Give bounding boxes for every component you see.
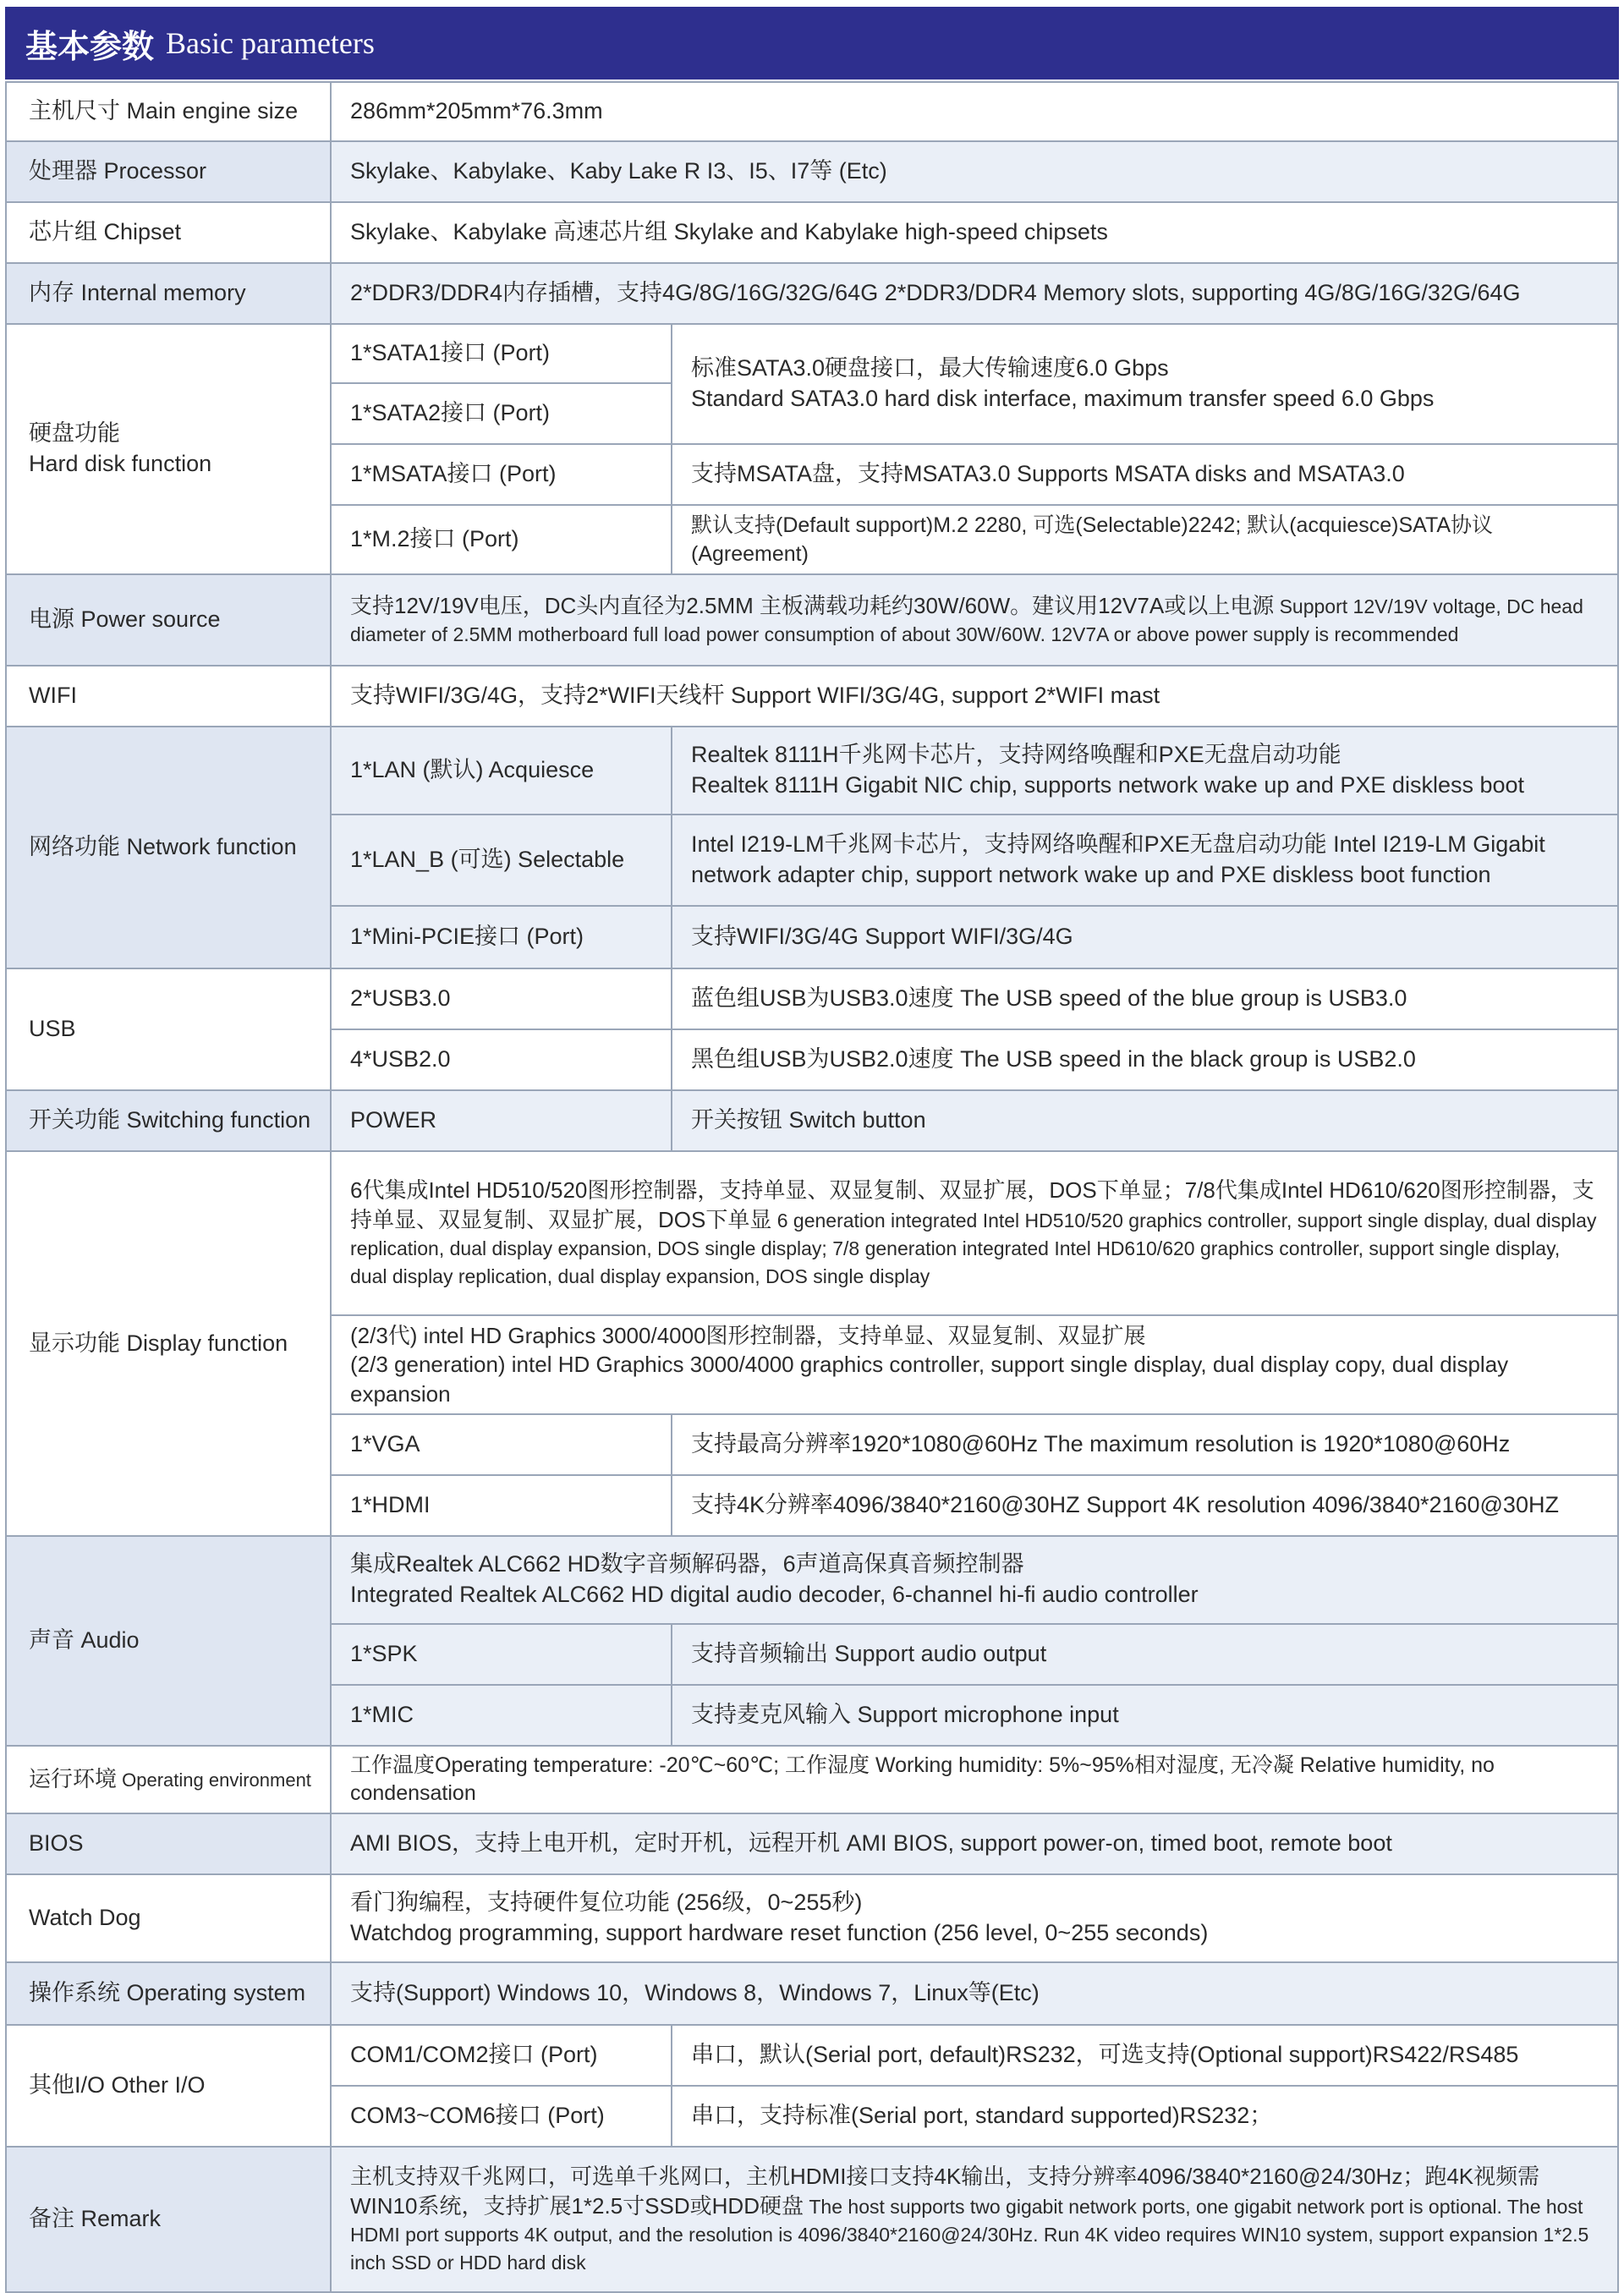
label-processor: 处理器 Processor	[6, 141, 331, 202]
switch-desc: 开关按钮 Switch button	[672, 1090, 1618, 1151]
label-chipset: 芯片组 Chipset	[6, 202, 331, 263]
audio-spk-desc: 支持音频输出 Support audio output	[672, 1624, 1618, 1685]
header-title-zh: 基本参数	[25, 27, 155, 65]
usb3: 2*USB3.0	[331, 968, 672, 1029]
row-remark	[6, 2147, 1618, 2292]
hard-disk-msata-desc: 支持MSATA盘，支持MSATA3.0 Supports MSATA disks and MSATA3.0	[672, 444, 1618, 505]
header-title-en: Basic parameters	[166, 26, 375, 60]
row-os	[6, 1962, 1618, 2025]
network-lan: 1*LAN (默认) Acquiesce	[331, 727, 672, 815]
label-hard-disk-zh: 硬盘功能	[29, 420, 120, 447]
label-usb: USB	[6, 968, 331, 1090]
value-os: 支持(Support) Windows 10，Windows 8，Windows 7，Linux等(Etc)	[331, 1962, 1618, 2025]
label-power: 电源 Power source	[6, 574, 331, 666]
row-other-io-com12	[6, 2025, 1618, 2086]
audio-mic: 1*MIC	[331, 1685, 672, 1746]
row-power	[6, 574, 1618, 666]
audio-desc-en: Integrated Realtek ALC662 HD digital audio decoder, 6-channel hi-fi audio controller	[350, 1581, 1199, 1607]
switch-sub: POWER	[331, 1090, 672, 1151]
page-header	[5, 7, 1619, 80]
usb2-desc: 黑色组USB为USB2.0速度 The USB speed in the black group is USB2.0	[672, 1029, 1618, 1090]
value-environment: 工作温度Operating temperature: -20℃~60℃; 工作湿度 Working humidity: 5%~95%相对湿度, 无冷凝 Relative humidity, no condensation	[331, 1746, 1618, 1813]
value-main-size: 286mm*205mm*76.3mm	[331, 82, 1618, 141]
display-gen67-en: 6 generation integrated Intel HD510/520 graphics controller, support single display, dual display replication, dual display expansion, DOS single display; 7/8 generation integrated Intel HD610/620 graphics controller, support single display, dual display replication, dual display expansion, DOS single display	[350, 1210, 1597, 1287]
other-io-com36-desc: 串口，支持标准(Serial port, standard supported)RS232；	[672, 2086, 1618, 2147]
row-processor	[6, 141, 1618, 202]
row-bios	[6, 1813, 1618, 1874]
row-environment	[6, 1746, 1618, 1813]
hard-disk-msata: 1*MSATA接口 (Port)	[331, 444, 672, 505]
label-environment-en: Operating environment	[117, 1769, 311, 1791]
hard-disk-sata-desc	[672, 324, 1618, 444]
usb2: 4*USB2.0	[331, 1029, 672, 1090]
value-bios: AMI BIOS，支持上电开机，定时开机，远程开机 AMI BIOS, support power-on, timed boot, remote boot	[331, 1813, 1618, 1874]
label-hard-disk	[6, 324, 331, 574]
row-wifi	[6, 666, 1618, 727]
row-display-gen67	[6, 1151, 1618, 1315]
parameters-table	[5, 81, 1619, 2293]
watchdog-en: Watchdog programming, support hardware reset function (256 level, 0~255 seconds)	[350, 1919, 1209, 1945]
other-io-com12: COM1/COM2接口 (Port)	[331, 2025, 672, 2086]
audio-mic-desc: 支持麦克风输入 Support microphone input	[672, 1685, 1618, 1746]
power-zh: 支持12V/19V电压，DC头内直径为2.5MM 主板满载功耗约30W/60W。建议用12V7A或以上电源	[350, 592, 1275, 618]
label-os: 操作系统 Operating system	[6, 1962, 331, 2025]
label-wifi: WIFI	[6, 666, 331, 727]
row-switch	[6, 1090, 1618, 1151]
row-network-lan	[6, 727, 1618, 815]
row-hard-disk-sata1	[6, 324, 1618, 383]
hard-disk-m2-desc: 默认支持(Default support)M.2 2280, 可选(Selectable)2242; 默认(acquiesce)SATA协议(Agreement)	[672, 505, 1618, 574]
display-gen67	[331, 1151, 1618, 1315]
label-display: 显示功能 Display function	[6, 1151, 331, 1536]
display-gen67-zh: 6代集成Intel HD510/520图形控制器，支持单显、双显复制、双显扩展，DOS下单显；7/8代集成Intel HD610/620图形控制器，支持单显、双显复制、双显扩展，DOS下单显	[350, 1177, 1594, 1233]
row-memory	[6, 263, 1618, 324]
watchdog-zh: 看门狗编程，支持硬件复位功能 (256级，0~255秒)	[350, 1890, 863, 1916]
label-switch: 开关功能 Switching function	[6, 1090, 331, 1151]
label-environment	[6, 1746, 331, 1813]
display-vga-desc: 支持最高分辨率1920*1080@60Hz The maximum resolution is 1920*1080@60Hz	[672, 1414, 1618, 1475]
row-usb3	[6, 968, 1618, 1029]
value-memory: 2*DDR3/DDR4内存插槽，支持4G/8G/16G/32G/64G 2*DDR3/DDR4 Memory slots, supporting 4G/8G/16G/32G/64G	[331, 263, 1618, 324]
lan-desc-en: Realtek 8111H Gigabit NIC chip, supports network wake up and PXE diskless boot	[691, 772, 1525, 798]
other-io-com12-desc: 串口，默认(Serial port, default)RS232，可选支持(Optional support)RS422/RS485	[672, 2025, 1618, 2086]
network-pcie-desc: 支持WIFI/3G/4G Support WIFI/3G/4G	[672, 906, 1618, 968]
value-watchdog	[331, 1874, 1618, 1962]
row-main-size	[6, 82, 1618, 141]
power-en: Support 12V/19V voltage, DC head diameter of 2.5MM motherboard full load power consumption of about 30W/60W. 12V7A or above power supply is recommended	[350, 595, 1583, 645]
label-memory: 内存 Internal memory	[6, 263, 331, 324]
label-bios: BIOS	[6, 1813, 331, 1874]
other-io-com36: COM3~COM6接口 (Port)	[331, 2086, 672, 2147]
value-chipset: Skylake、Kabylake 高速芯片组 Skylake and Kabylake high-speed chipsets	[331, 202, 1618, 263]
sata-desc-en: Standard SATA3.0 hard disk interface, maximum transfer speed 6.0 Gbps	[691, 386, 1435, 411]
audio-desc	[331, 1536, 1618, 1624]
display-hdmi-desc: 支持4K分辨率4096/3840*2160@30HZ Support 4K resolution 4096/3840*2160@30HZ	[672, 1475, 1618, 1536]
network-lanb: 1*LAN_B (可选) Selectable	[331, 815, 672, 906]
audio-spk: 1*SPK	[331, 1624, 672, 1685]
label-remark: 备注 Remark	[6, 2147, 331, 2292]
hard-disk-sata2: 1*SATA2接口 (Port)	[331, 383, 672, 444]
label-environment-zh: 运行环境	[29, 1766, 118, 1792]
value-remark	[331, 2147, 1618, 2292]
value-power	[331, 574, 1618, 666]
label-watchdog: Watch Dog	[6, 1874, 331, 1962]
display-gen23-en: (2/3 generation) intel HD Graphics 3000/4000 graphics controller, support single display, dual display copy, dual display expansion	[350, 1352, 1509, 1407]
display-vga: 1*VGA	[331, 1414, 672, 1475]
value-wifi: 支持WIFI/3G/4G，支持2*WIFI天线杆 Support WIFI/3G/4G, support 2*WIFI mast	[331, 666, 1618, 727]
display-gen23-zh: (2/3代) intel HD Graphics 3000/4000图形控制器，支持单显、双显复制、双显扩展	[350, 1323, 1146, 1348]
row-audio-desc	[6, 1536, 1618, 1624]
lan-desc-zh: Realtek 8111H千兆网卡芯片，支持网络唤醒和PXE无盘启动功能	[691, 742, 1341, 768]
hard-disk-sata1: 1*SATA1接口 (Port)	[331, 324, 672, 383]
audio-desc-zh: 集成Realtek ALC662 HD数字音频解码器，6声道高保真音频控制器	[350, 1551, 1024, 1577]
label-hard-disk-en: Hard disk function	[29, 451, 212, 476]
usb3-desc: 蓝色组USB为USB3.0速度 The USB speed of the blue group is USB3.0	[672, 968, 1618, 1029]
remark-en: The host supports two gigabit network ports, one gigabit network port is optional. The host HDMI port supports 4K output, and the resolution is 4096/3840*2160@24/30Hz. Run 4K video requires WIN10 system, support expansion 1*2.5 inch SSD or HDD hard disk	[350, 2196, 1589, 2274]
label-main-size: 主机尺寸 Main engine size	[6, 82, 331, 141]
remark-zh: 主机支持双千兆网口，可选单千兆网口，主机HDMI接口支持4K输出，支持分辨率4096/3840*2160@24/30Hz；跑4K视频需WIN10系统，支持扩展1*2.5寸SSD或HDD硬盘	[350, 2163, 1540, 2219]
display-gen23	[331, 1315, 1618, 1414]
row-chipset	[6, 202, 1618, 263]
sata-desc-zh: 标准SATA3.0硬盘接口，最大传输速度6.0 Gbps	[691, 355, 1169, 381]
network-pcie: 1*Mini-PCIE接口 (Port)	[331, 906, 672, 968]
label-other-io: 其他I/O Other I/O	[6, 2025, 331, 2147]
display-hdmi: 1*HDMI	[331, 1475, 672, 1536]
value-processor: Skylake、Kabylake、Kaby Lake R I3、I5、I7等 (Etc)	[331, 141, 1618, 202]
label-audio: 声音 Audio	[6, 1536, 331, 1746]
hard-disk-m2: 1*M.2接口 (Port)	[331, 505, 672, 574]
network-lanb-desc: Intel I219-LM千兆网卡芯片，支持网络唤醒和PXE无盘启动功能 Intel I219-LM Gigabit network adapter chip, support network wake up and PXE diskless boot function	[672, 815, 1618, 906]
row-watchdog	[6, 1874, 1618, 1962]
network-lan-desc	[672, 727, 1618, 815]
label-network: 网络功能 Network function	[6, 727, 331, 968]
